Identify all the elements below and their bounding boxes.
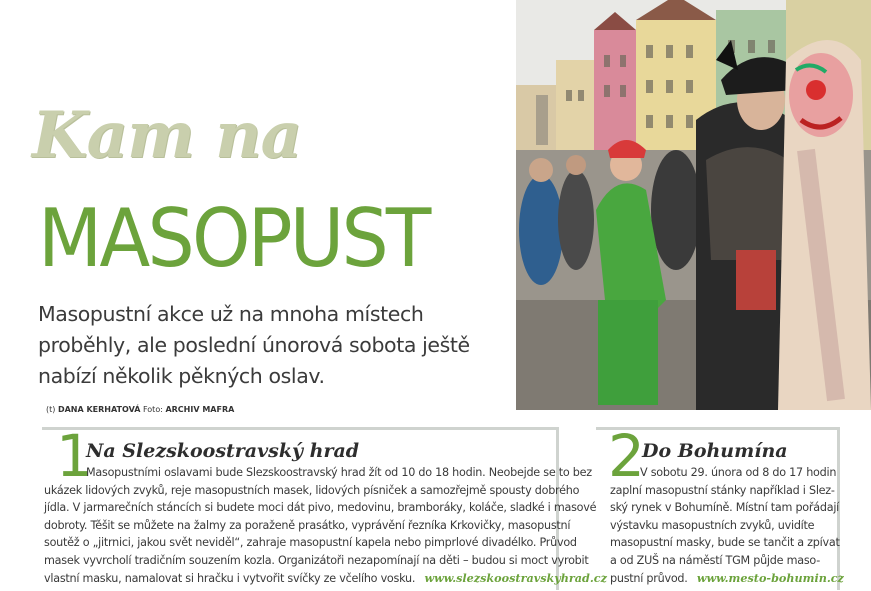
section-bohumin xyxy=(596,422,844,590)
body-line: masopustní masky, bude se tančit a zpívat xyxy=(610,536,840,550)
headline: MASOPUST xyxy=(38,192,429,285)
body-line: zaplní masopustní stánky například i Slez- xyxy=(610,483,835,497)
body-line: a od ZUŠ na náměstí TGM půjde maso- xyxy=(610,553,821,567)
carnival-photo xyxy=(516,0,871,410)
body-line-last xyxy=(610,570,844,588)
body-line: vlastní masku, namalovat si hračku i vytvořit svíčky ze včelího vosku. xyxy=(44,571,416,585)
body-line: dobroty. Těšit se můžete na žalmy za poraženě prasátko, vyprávění řezníka Krkovičky, masopustní xyxy=(44,518,571,532)
credits xyxy=(46,405,234,414)
lead-line: nabízí několik pěkných oslav. xyxy=(38,364,325,388)
section-slezskoostravsky-hrad xyxy=(42,422,607,590)
photo-prefix: Foto: xyxy=(142,405,163,414)
section-url-link[interactable]: www.slezskoostravskyhrad.cz xyxy=(424,570,607,585)
section-url-link[interactable]: www.mesto-bohumin.cz xyxy=(696,570,844,585)
section-body xyxy=(44,464,607,587)
section-body xyxy=(610,464,844,587)
body-line: masek vyvrcholí tradičním souzením kozla. Organizátoři nezapomínají na děti – budou si moct vyrobit xyxy=(44,553,589,567)
section-title: Na Slezskoostravský hrad xyxy=(86,440,360,462)
body-line: výstavku masopustních zvyků, uvidíte xyxy=(610,518,815,532)
photo-credit: ARCHIV MAFRA xyxy=(165,405,235,414)
lead-paragraph xyxy=(38,299,508,392)
body-line-last xyxy=(44,570,607,588)
body-line: ukázek lidových zvyků, reje masopustních masek, lidových písniček a samozřejmě spousty dobrého xyxy=(44,483,580,497)
body-line: ský rynek v Bohumíně. Místní tam pořádají xyxy=(610,501,840,515)
section-number: 2 xyxy=(608,422,645,490)
section-title: Do Bohumína xyxy=(642,440,788,462)
lead-line: proběhly, ale poslední únorová sobota ještě xyxy=(38,333,470,357)
author-name: DANA KERHATOVÁ xyxy=(57,405,141,414)
section-number: 1 xyxy=(56,422,93,490)
body-line: V sobotu 29. února od 8 do 17 hodin xyxy=(640,466,837,479)
body-line: pustní průvod. xyxy=(610,571,688,585)
body-line: soutěž o „jitrnici, jakou svět neviděl“, zahraje masopustní kapela nebo pimprlové divadélko. Průvod xyxy=(44,536,577,550)
body-line: jídla. V jarmarečních stáncích si budete moci dát pivo, medovinu, bramboráky, koláče, sladké i masové xyxy=(44,501,597,515)
kicker-title: Kam na xyxy=(32,98,302,173)
body-line: Masopustními oslavami bude Slezskoostravský hrad žít od 10 do 18 hodin. Neobejde se to bez xyxy=(86,466,592,479)
author-prefix: (t) xyxy=(46,405,56,414)
lead-line: Masopustní akce už na mnoha místech xyxy=(38,302,424,326)
